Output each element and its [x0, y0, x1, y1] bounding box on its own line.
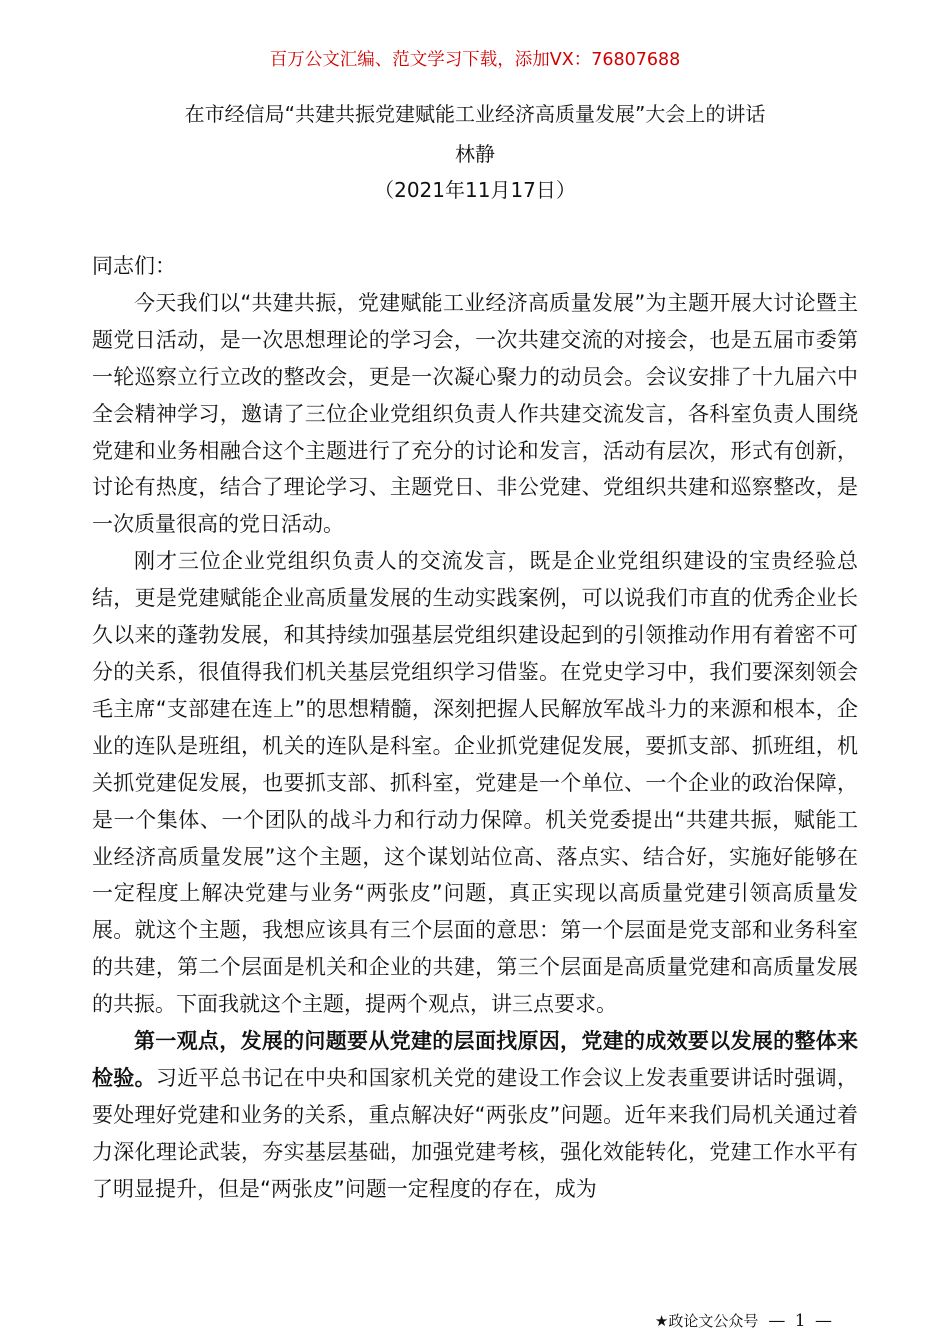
speech-date: （2021年11月17日）: [374, 178, 576, 202]
paragraph-3-heading: 第一观点，发展的问题要从党建的层面找原因，党建的成效要以发展的整体来检验。: [92, 1029, 858, 1090]
promo-banner: 百万公文汇编、范文学习下载，添加VX：76807688: [269, 50, 681, 70]
page-number: — 1 —: [768, 1311, 834, 1331]
paragraph-2: 刚才三位企业党组织负责人的交流发言，既是企业党组织建设的宝贵经验总结，更是党建赋能企业高质量发展的生动实践案例，可以说我们市直的优秀企业长久以来的蓬勃发展，和其持续加强基层党组织建设起到的引领推动作用有着密不可分的关系，很值得我们机关基层党组织学习借鉴。在党史学习中，我们要深刻领会毛主席“支部建在连上”的思想精髓，深刻把握人民解放军战斗力的来源和根本，企业的连队是班组，机关的连队是科室。企业抓党建促发展，要抓支部、抓班组，机关抓党建促发展，也要抓支部、抓科室，党建是一个单位、一个企业的政治保障，是一个集体、一个团队的战斗力和行动力保障。机关党委提出“共建共振，赋能工业经济高质量发展”这个主题，这个谋划站位高、落点实、结合好，实施好能够在一定程度上解决党建与业务“两张皮”问题，真正实现以高质量党建引领高质量发展。就这个主题，我想应该具有三个层面的意思：第一个层面是党支部和业务科室的共建，第二个层面是机关和企业的共建，第三个层面是高质量党建和高质量发展的共振。下面我就这个主题，提两个观点，讲三点要求。: [92, 549, 858, 1017]
paragraph-3-text: 习近平总书记在中央和国家机关党的建设工作会议上发表重要讲话时强调，要处理好党建和业务的关系，重点解决好“两张皮”问题。近年来我们局机关通过着力深化理论武装，夯实基层基础，加强党建考核，强化效能转化，党建工作水平有了明显提升，但是“两张皮”问题一定程度的存在，成为: [92, 1065, 858, 1201]
page-footer: [655, 1310, 834, 1331]
paragraph-1: 今天我们以“共建共振，党建赋能工业经济高质量发展”为主题开展大讨论暨主题党日活动，是一次思想理论的学习会，一次共建交流的对接会，也是五届市委第一轮巡察立行立改的整改会，更是一次凝心聚力的动员会。会议安排了十九届六中全会精神学习，邀请了三位企业党组织负责人作共建交流发言，各科室负责人围绕党建和业务相融合这个主题进行了充分的讨论和发言，活动有层次，形式有创新，讨论有热度，结合了理论学习、主题党日、非公党建、党组织共建和巡察整改，是一次质量很高的党日活动。: [92, 290, 858, 537]
paragraph-3: [92, 1023, 858, 1208]
document-body: [92, 248, 858, 1208]
greeting: 同志们：: [92, 254, 176, 278]
footer-source: ★政论文公众号: [654, 1312, 759, 1330]
speaker-name: 林静: [455, 142, 495, 166]
speech-title: 在市经信局“共建共振党建赋能工业经济高质量发展”大会上的讲话: [184, 102, 766, 126]
